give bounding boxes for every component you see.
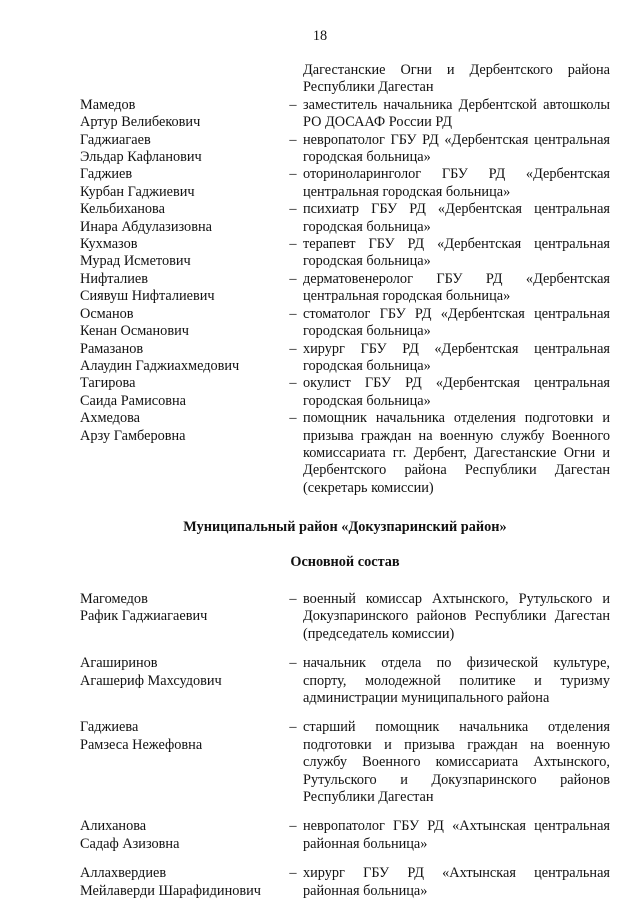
member-role: дерматовенеролог ГБУ РД «Дербентская центральная городская больница» [303,270,610,305]
member-surname: Нифталиев [80,270,149,287]
member-given-name: Алаудин Гаджиахмедович [80,357,240,374]
member-surname: Мамедов [80,96,136,113]
member-row [80,306,610,341]
dash-separator: – [289,236,297,253]
member-name [80,132,283,167]
page-number: 18 [312,28,328,44]
member-surname: Тагирова [80,375,136,392]
member-role: психиатр ГБУ РД «Дербентская центральная городская больница» [303,201,610,235]
dash-separator: – [289,96,297,113]
member-given-name: Саида Рамисовна [80,392,186,409]
member-row [80,818,610,853]
member-surname: Кельбиханова [80,201,165,218]
member-name [80,818,283,853]
composition-heading: Основной состав [290,553,400,570]
member-role: стоматолог ГБУ РД «Дербентская центральная городская больница» [303,305,610,340]
member-role: начальник отдела по физической культуре, спорту, молодежной политике и туризму администрации муниципального района [303,655,610,706]
document-body [80,62,610,900]
member-given-name: Агашериф Махсудович [80,672,222,689]
member-given-name: Садаф Азизовна [80,835,180,852]
member-role: невропатолог ГБУ РД «Дербентская центральная городская больница» [303,131,610,166]
dash-separator: – [289,201,297,218]
member-role: старший помощник начальника отделения подготовки и призыва граждан на военную службу Военного комиссариата Ахтынского, Рутульского и Докузпаринского районов Республики Дагестан [303,719,610,806]
member-name [80,166,283,201]
district-heading: Муниципальный район «Докузпаринский район» [183,519,507,536]
member-role: окулист ГБУ РД «Дербентская центральная городская больница» [303,375,610,409]
member-given-name: Сиявуш Нифталиевич [80,288,215,305]
member-surname: Алиханова [80,818,147,835]
member-surname: Османов [80,305,134,322]
member-name [80,341,283,376]
member-row [80,201,610,236]
dash-separator: – [289,340,297,357]
member-surname: Магомедов [80,590,148,607]
member-given-name: Мейлаверди Шарафидинович [80,882,261,899]
member-name [80,865,283,900]
member-name [80,236,283,271]
member-name [80,306,283,341]
member-row [80,410,610,497]
member-row [80,271,610,306]
member-surname: Ахмедова [80,410,141,427]
member-row [80,719,610,806]
member-row [80,97,610,132]
dash-separator: – [289,655,297,672]
dash-separator: – [289,410,297,427]
member-role: оториноларинголог ГБУ РД «Дербентская центральная городская больница» [303,166,610,200]
member-name [80,719,283,806]
member-row [80,375,610,410]
dash-separator: – [289,270,297,287]
member-role: терапевт ГБУ РД «Дербентская центральная городская больница» [303,236,610,270]
member-given-name: Артур Велибекович [80,114,201,131]
member-row [80,865,610,900]
member-given-name: Мурад Исметович [80,253,191,270]
member-name [80,375,283,410]
dash-separator: – [289,305,297,322]
dash-separator: – [289,375,297,392]
dash-separator: – [289,865,297,882]
member-role: хирург ГБУ РД «Дербентская центральная городская больница» [303,340,610,374]
member-role: военный комиссар Ахтынского, Рутульского и Докузпаринского районов Республики Дагестан (председатель комиссии) [303,590,610,642]
dash-separator: – [289,131,297,148]
member-given-name: Рафик Гаджиагаевич [80,608,208,625]
member-surname: Гаджиагаев [80,131,151,148]
continuation-text: Дагестанские Огни и Дербентского района Республики Дагестан [303,62,610,96]
member-surname: Кухмазов [80,236,138,253]
member-name [80,591,283,643]
member-row [80,655,610,707]
member-row [80,236,610,271]
member-name [80,97,283,132]
member-row [80,166,610,201]
member-list-main [80,591,610,900]
dash-separator: – [289,590,297,607]
member-role: заместитель начальника Дербентской автошколы РО ДОСААФ России РД [303,96,610,131]
member-surname: Агаширинов [80,655,158,672]
member-given-name: Арзу Гамберовна [80,427,186,444]
member-role: хирург ГБУ РД «Ахтынская центральная районная больница» [303,865,610,899]
member-role: помощник начальника отделения подготовки и призыва граждан на военную службу Военного комиссариата гг. Дербент, Дагестанские Огни и Дербентского района Республики Дагестан (секретарь комиссии) [303,410,610,496]
member-name [80,410,283,497]
member-row [80,132,610,167]
member-given-name: Кенан Османович [80,323,189,340]
dash-separator: – [289,166,297,183]
dash-separator: – [289,818,297,835]
member-surname: Рамазанов [80,340,144,357]
member-given-name: Эльдар Кафланович [80,149,202,166]
member-given-name: Курбан Гаджиевич [80,183,195,200]
member-surname: Гаджиева [80,719,139,736]
member-name [80,271,283,306]
member-list-top [80,97,610,497]
member-name [80,655,283,707]
member-given-name: Инара Абдулазизовна [80,218,212,235]
member-surname: Гаджиев [80,166,133,183]
member-role: невропатолог ГБУ РД «Ахтынская центральная районная больница» [303,818,610,852]
member-row [80,341,610,376]
dash-separator: – [289,719,297,736]
member-given-name: Рамзеса Нежефовна [80,736,203,753]
member-row [80,591,610,643]
member-name [80,201,283,236]
member-surname: Аллахвердиев [80,865,167,882]
